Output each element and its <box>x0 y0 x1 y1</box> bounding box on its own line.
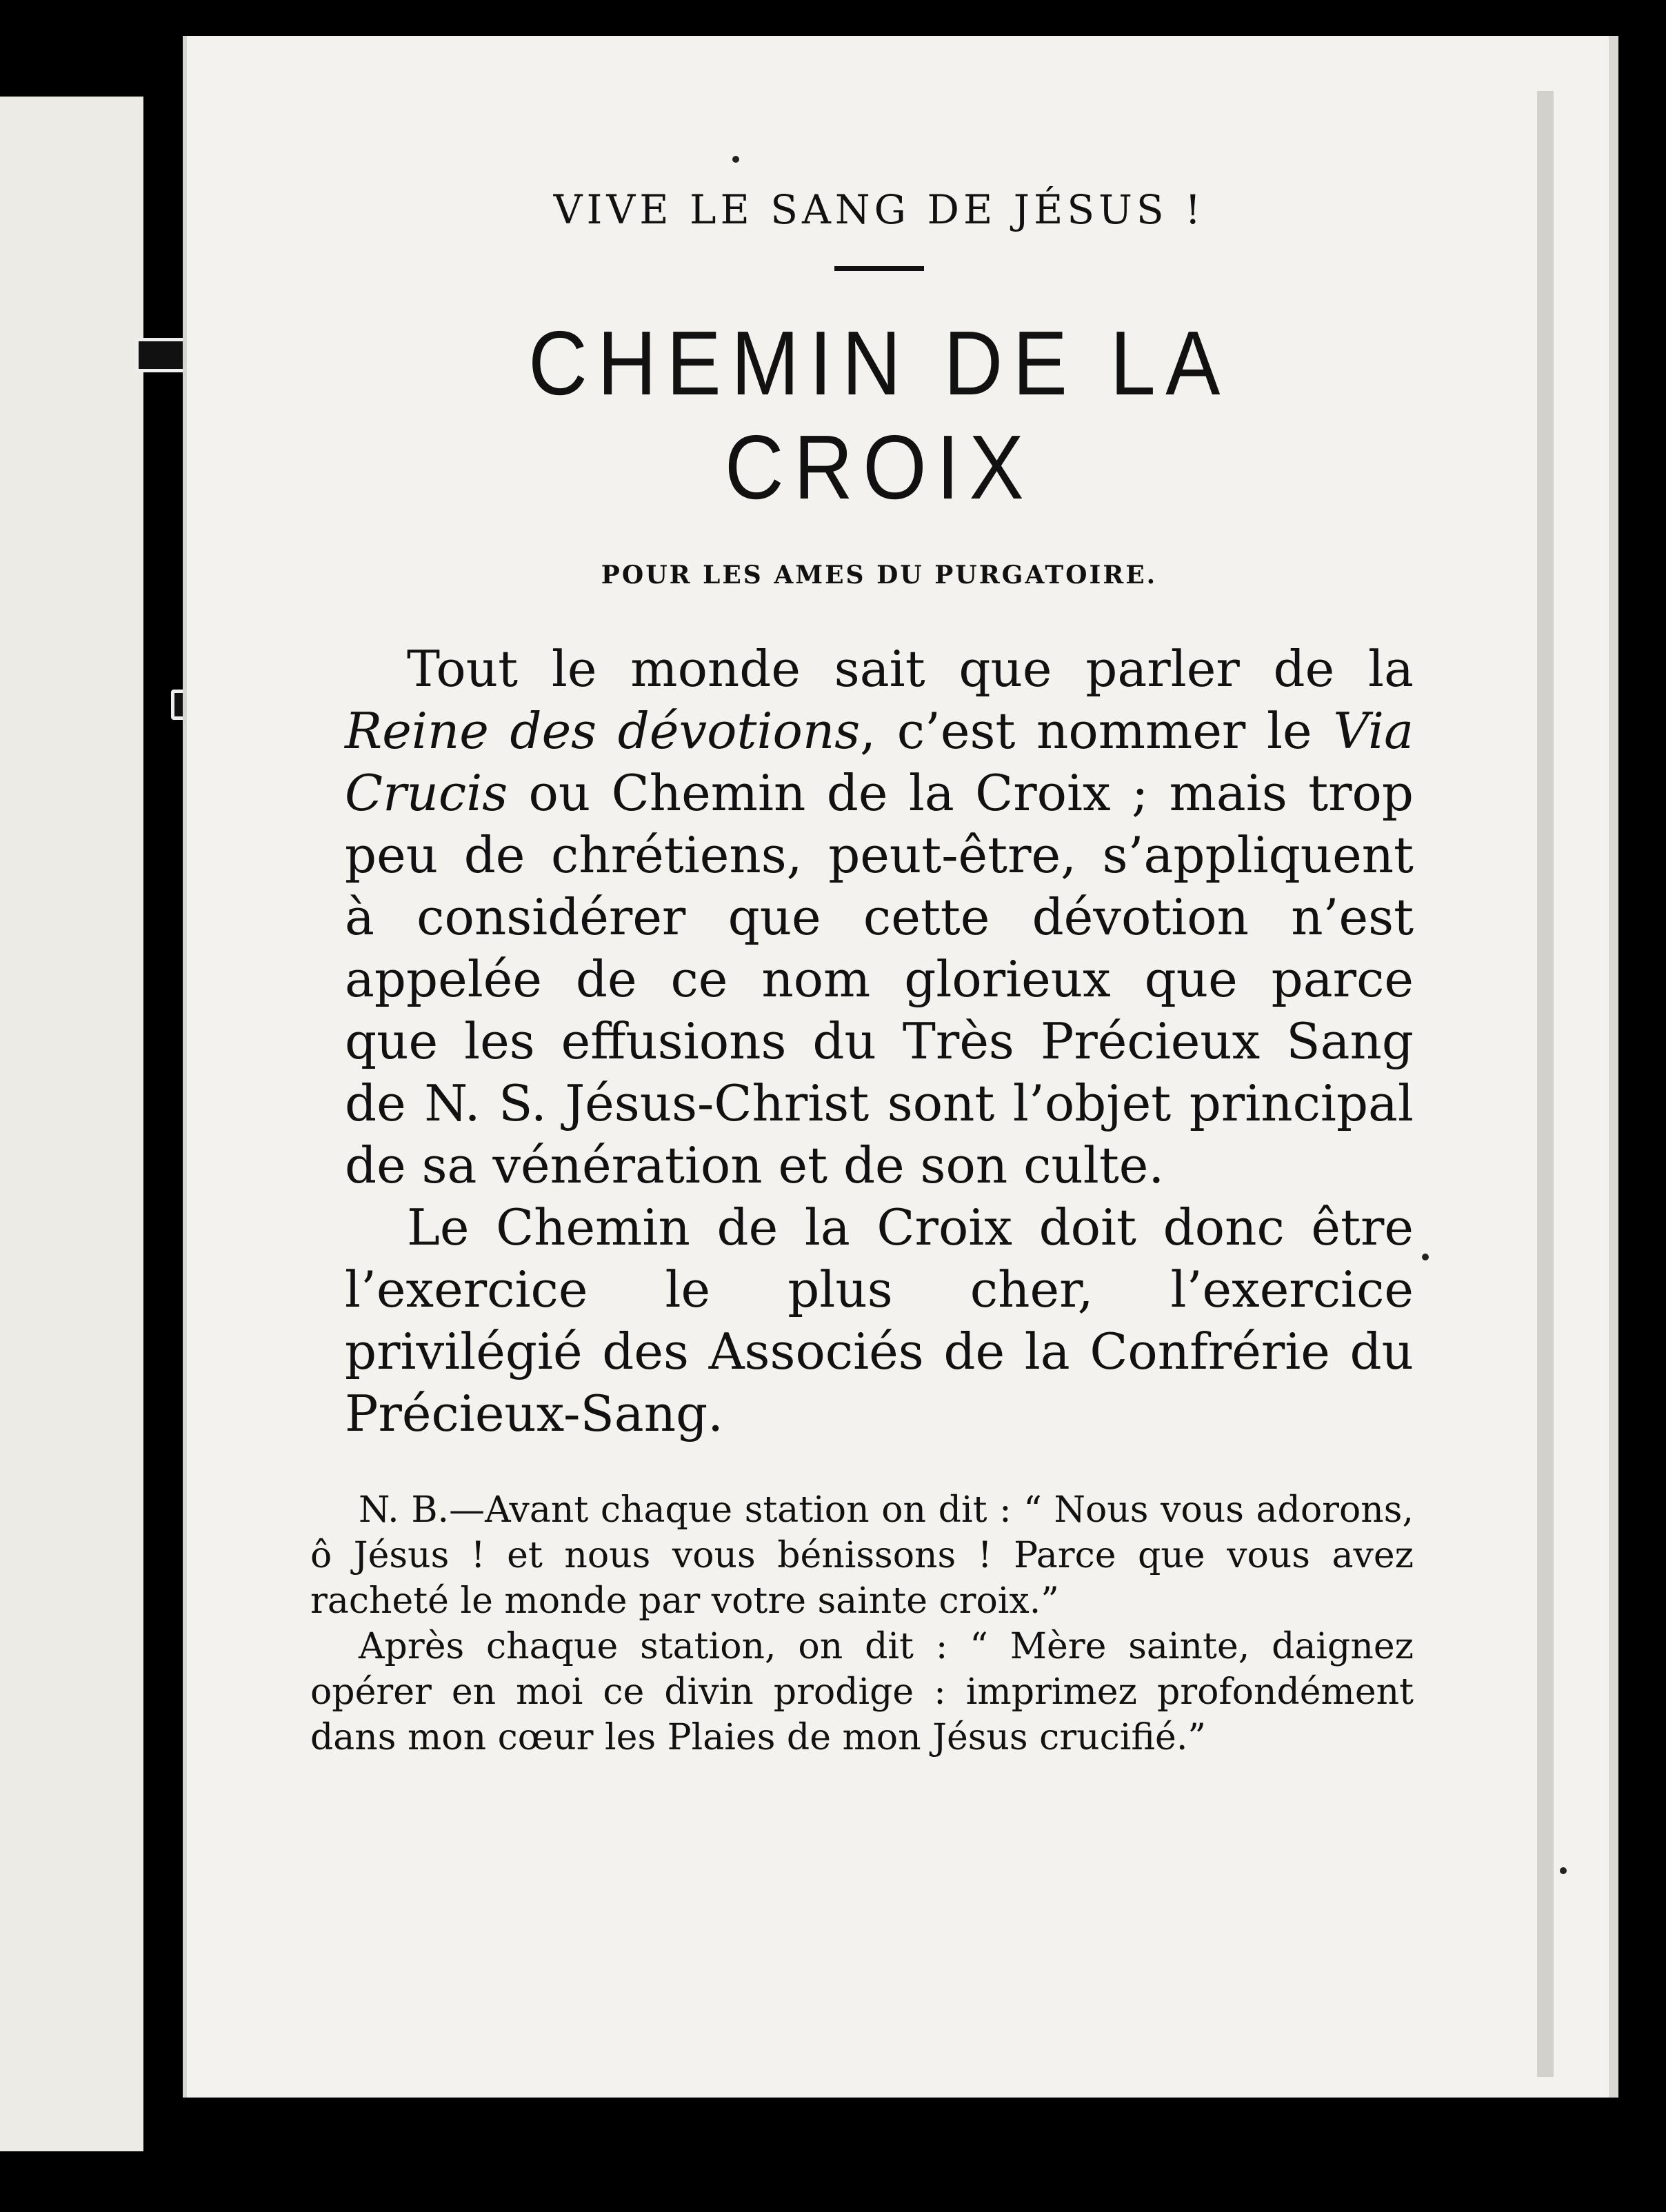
reine-des-devotions-italic: Reine des dévotions <box>345 702 861 760</box>
printing-speck <box>1422 1254 1429 1260</box>
page-text <box>310 186 1414 1760</box>
note-after-station: Après chaque station, on dit : “ Mère sainte, daignez opérer en moi ce divin prodige : imprimez profondément dans mon cœur les Plaies de mon Jésus crucifié.” <box>310 1626 1414 1758</box>
chapter-title: CHEMIN DE LA CROIX <box>528 312 1230 518</box>
title-rule <box>834 266 924 271</box>
via-crucis-italic: Via Crucis <box>345 702 1414 822</box>
running-title: VIVE LE SANG DE JÉSUS ! <box>553 186 1205 233</box>
paragraph-intro-text-1: Tout le monde sait que parler de la <box>407 640 1414 698</box>
printing-speck <box>1560 1867 1567 1874</box>
printing-speck <box>732 156 739 163</box>
paragraph-confrerie: Le Chemin de la Croix doit donc être l’exercice le plus cher, l’exercice privilégié des Associés de la Confrérie du Précieux-Sang. <box>345 1198 1414 1442</box>
left-page-edge <box>0 97 155 2151</box>
paragraph-intro-text-3: ou Chemin de la Croix ; mais trop peu de chrétiens, peut-être, s’appliquent à considérer que cette dévotion n’est appelée de ce nom glorieux que parce que les effusions du Très Précieux Sang de N. S. Jésus-Christ sont l’objet principal de sa vénération et de son culte. <box>345 764 1414 1194</box>
paragraph-intro-text-2: , c’est nommer le <box>860 702 1334 760</box>
page-edge-shadow <box>1537 91 1554 2077</box>
note-before-station: N. B.—Avant chaque station on dit : “ Nous vous adorons, ô Jésus ! et nous vous bénissons ! Parce que vous avez racheté le monde par votre sainte croix.” <box>310 1489 1414 1622</box>
notes-block <box>310 1487 1414 1760</box>
paragraph-intro <box>345 638 1414 1196</box>
chapter-subtitle: POUR LES AMES DU PURGATOIRE. <box>601 561 1158 590</box>
book-spine <box>143 90 179 2151</box>
